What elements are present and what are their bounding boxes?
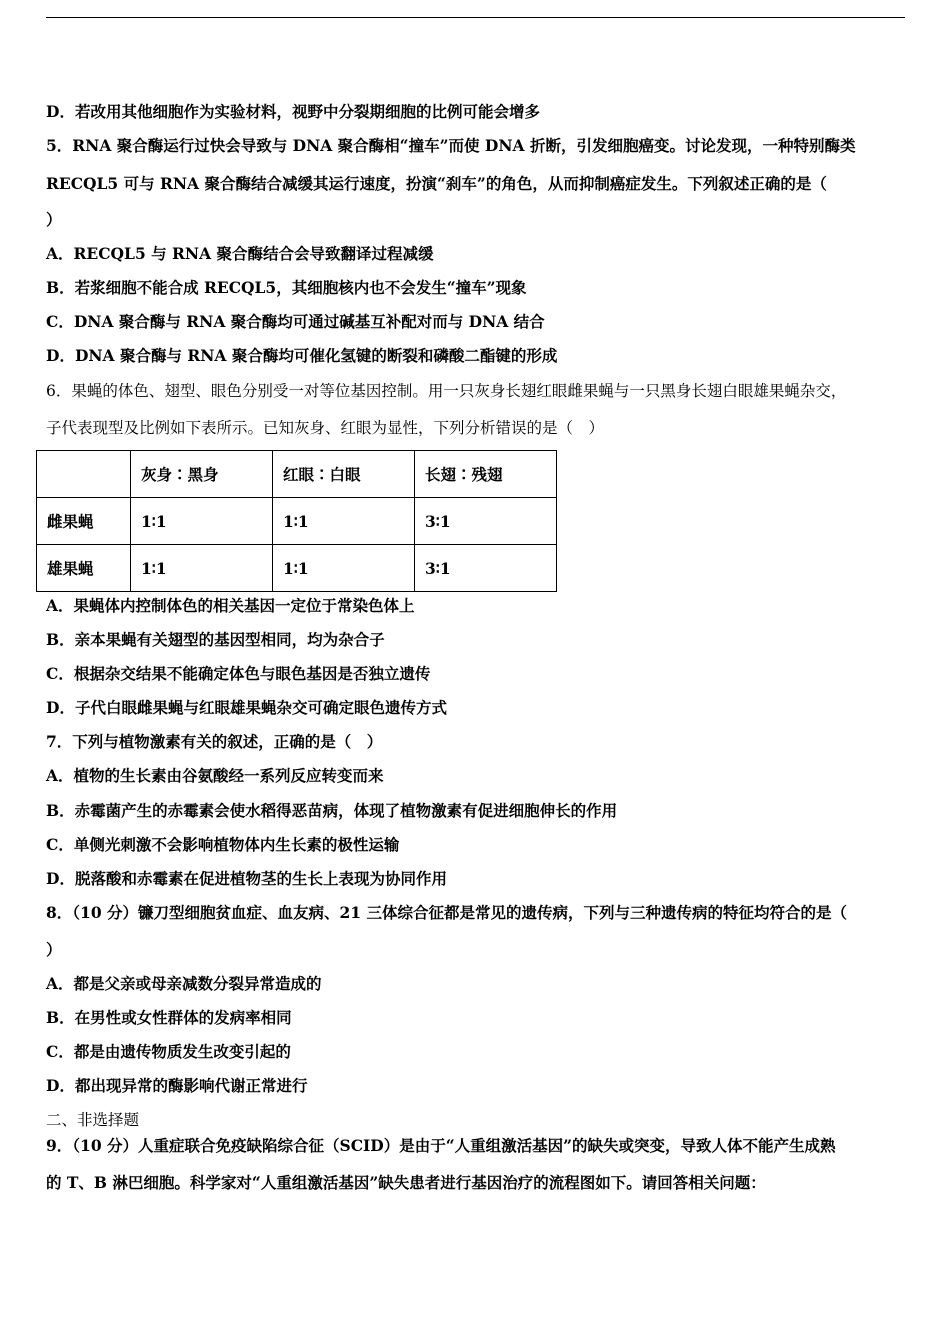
q5-option-c: C．DNA 聚合酶与 RNA 聚合酶均可通过碱基互补配对而与 DNA 结合	[46, 312, 545, 331]
q5-option-b: B．若浆细胞不能合成 RECQL5，其细胞核内也不会发生“撞车”现象	[46, 278, 527, 297]
table-cell: 3∶1	[415, 498, 557, 545]
q6-stem-line2: 子代表现型及比例如下表所示。已知灰身、红眼为显性，下列分析错误的是（ ）	[46, 419, 605, 437]
table-header-cell: 长翅∶残翅	[415, 451, 557, 498]
table-header-row	[37, 451, 557, 498]
table-cell: 雄果蝇	[37, 545, 131, 592]
table-header-cell: 红眼∶白眼	[273, 451, 415, 498]
q7-option-b: B．赤霉菌产生的赤霉素会使水稻得恶苗病，体现了植物激素有促进细胞伸长的作用	[46, 801, 618, 820]
table-header-cell: 灰身∶黑身	[131, 451, 273, 498]
q6-option-b: B．亲本果蝇有关翅型的基因型相同，均为杂合子	[46, 630, 385, 649]
q5-option-d: D．DNA 聚合酶与 RNA 聚合酶均可催化氢键的断裂和磷酸二酯键的形成	[46, 346, 558, 365]
table-header-cell	[37, 451, 131, 498]
q7-stem: 7．下列与植物激素有关的叙述，正确的是（ ）	[46, 732, 383, 751]
q8-stem-line1: 8．（10 分）镰刀型细胞贫血症、血友病、21 三体综合征都是常见的遗传病，下列与三种遗传病的特征均符合的是（	[46, 903, 847, 922]
q8-option-b: B．在男性或女性群体的发病率相同	[46, 1008, 292, 1027]
q9-stem-line2: 的 T、B 淋巴细胞。科学家对“人重组激活基因”缺失患者进行基因治疗的流程图如下。请回答相关问题：	[46, 1173, 766, 1192]
q4-option-d: D．若改用其他细胞作为实验材料，视野中分裂期细胞的比例可能会增多	[46, 102, 540, 121]
q5-stem-line2: RECQL5 可与 RNA 聚合酶结合减缓其运行速度，扮演“刹车”的角色，从而抑制癌症发生。下列叙述正确的是（	[46, 174, 827, 193]
q7-option-a: A．植物的生长素由谷氨酸经一系列反应转变而来	[46, 766, 384, 785]
table-cell: 雌果蝇	[37, 498, 131, 545]
q8-option-d: D．都出现异常的酶影响代谢正常进行	[46, 1076, 308, 1095]
q6-option-d: D．子代白眼雌果蝇与红眼雄果蝇杂交可确定眼色遗传方式	[46, 698, 447, 717]
table-row	[37, 498, 557, 545]
table-cell: 1∶1	[131, 498, 273, 545]
q5-stem-line1: 5．RNA 聚合酶运行过快会导致与 DNA 聚合酶相“撞车”而使 DNA 折断，引发细胞癌变。讨论发现，一种特别酶类	[46, 136, 856, 155]
q5-stem-line3: ）	[46, 210, 62, 229]
q9-stem-line1: 9．（10 分）人重症联合免疫缺陷综合征（SCID）是由于“人重组激活基因”的缺失或突变，导致人体不能产生成熟	[46, 1136, 836, 1155]
q6-option-a: A．果蝇体内控制体色的相关基因一定位于常染色体上	[46, 596, 415, 615]
table-cell: 3∶1	[415, 545, 557, 592]
q8-stem-line2: ）	[46, 940, 62, 959]
section-title: 二、非选择题	[46, 1111, 140, 1129]
table-cell: 1∶1	[273, 545, 415, 592]
q6-data-table	[36, 450, 557, 592]
q8-option-a: A．都是父亲或母亲减数分裂异常造成的	[46, 974, 322, 993]
top-rule	[46, 17, 905, 18]
table-row	[37, 545, 557, 592]
q6-stem-line1: 6．果蝇的体色、翅型、眼色分别受一对等位基因控制。用一只灰身长翅红眼雌果蝇与一只黑身长翅白眼雄果蝇杂交，	[46, 382, 847, 400]
table-cell: 1∶1	[273, 498, 415, 545]
q7-option-c: C．单侧光刺激不会影响植物体内生长素的极性运输	[46, 835, 400, 854]
q7-option-d: D．脱落酸和赤霉素在促进植物茎的生长上表现为协同作用	[46, 869, 447, 888]
q5-option-a: A．RECQL5 与 RNA 聚合酶结合会导致翻译过程减缓	[46, 244, 434, 263]
table-cell: 1∶1	[131, 545, 273, 592]
q8-option-c: C．都是由遗传物质发生改变引起的	[46, 1042, 291, 1061]
q6-option-c: C．根据杂交结果不能确定体色与眼色基因是否独立遗传	[46, 664, 431, 683]
